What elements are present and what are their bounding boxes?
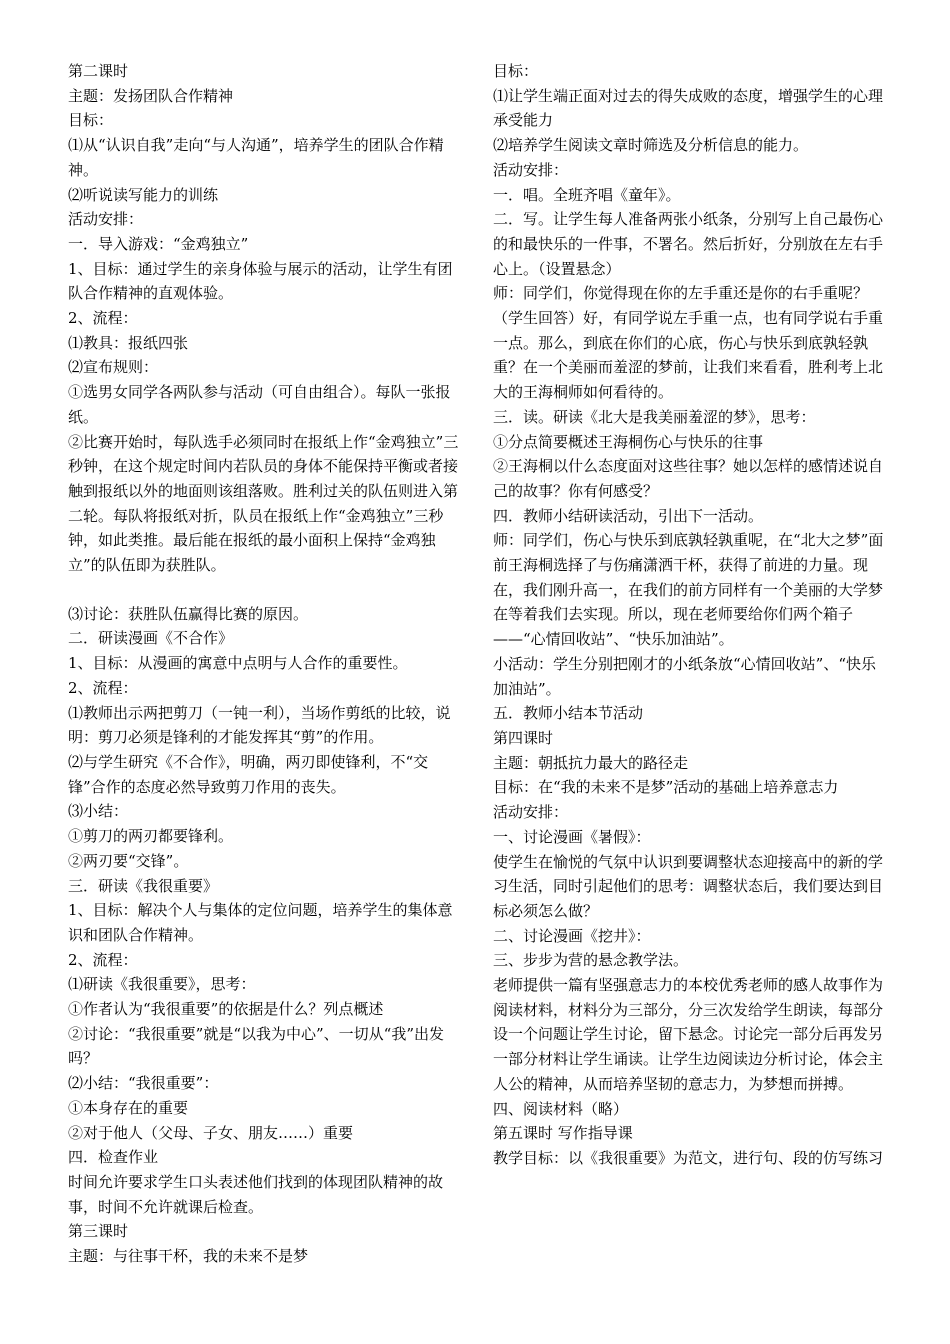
paragraph: ②比赛开始时，每队选手必须同时在报纸上作“金鸡独立”三秒钟，在这个规定时间内若队员的身体不能保持平衡或者接触到报纸以外的地面则该组落败。胜利过关的队伍则进入第二轮。每队将报纸对折，队员在报纸上作“金鸡独立”三秒钟，如此类推。最后能在报纸的最小面积上保持“金鸡独立”的队伍即为获胜队。	[68, 432, 459, 575]
activity-label: 活动安排：	[68, 210, 144, 229]
paragraph: 老师提供一篇有坚强意志力的本校优秀老师的感人故事作为阅读材料，材料分为三部分，分三次发给学生朗读，每部分设一个问题让学生讨论，留下悬念。讨论完一部分后再发另一部分材料让学生诵读。让学生边阅读边分析讨论，体会主人公的精神，从而培养坚韧的意志力，为梦想而拼搏。	[493, 976, 884, 1093]
paragraph: 使学生在愉悦的气氛中认识到要调整状态迎接高中的新的学习生活，同时引起他们的思考：调整状态后，我们要达到目标必须怎么做？	[493, 852, 884, 920]
heading-lesson-5: 第五课时 写作指导课	[493, 1124, 633, 1143]
paragraph: 师：同学们，你觉得现在你的左手重还是你的右手重呢？（学生回答）好，有同学说左手重一点，也有同学说右手重一点。那么，到底在你们的心底，伤心与快乐到底孰轻孰重？在一个美丽而羞涩的梦前，让我们来看看，胜利考上北大的王海桐师如何看待的。	[493, 284, 884, 402]
paragraph: 教学目标：以《我很重要》为范文，进行句、段的仿写练习	[493, 1148, 884, 1167]
paragraph: ①本身存在的重要	[68, 1098, 189, 1117]
section-heading: 二、讨论漫画《挖井》：	[493, 926, 651, 945]
section-heading: 三．研读《我很重要》	[68, 876, 219, 895]
paragraph: ⑵宣布规则：	[68, 358, 159, 377]
paragraph: 1、目标：从漫画的寓意中点明与人合作的重要性。	[68, 654, 408, 673]
paragraph: ⑵小结：“我很重要”：	[68, 1074, 219, 1093]
section-heading: 四．教师小结研读活动，引出下一活动。	[493, 506, 764, 525]
paragraph: 二．写。让学生每人准备两张小纸条，分别写上自己最伤心的和最快乐的一件事，不署名。然后折好，分别放在左右手心上。（设置悬念）	[493, 210, 884, 278]
right-column	[493, 59, 890, 1171]
paragraph: ⑶小结：	[68, 802, 129, 821]
section-heading: 四．检查作业	[68, 1148, 159, 1167]
activity-label: 活动安排：	[493, 803, 569, 822]
paragraph: ①剪刀的两刃都要锋利。	[68, 827, 234, 846]
theme-line: 主题：发扬团队合作精神	[68, 86, 234, 105]
section-heading: 五．教师小结本节活动	[493, 704, 644, 723]
section-heading: 一．导入游戏：“金鸡独立”	[68, 234, 249, 253]
section-heading: 三、步步为营的悬念教学法。	[493, 951, 689, 970]
goal-item: ⑴从“认识自我”走向“与人沟通”，培养学生的团队合作精神。	[68, 136, 444, 179]
paragraph: 2、流程：	[68, 309, 138, 328]
goal-label: 目标：	[493, 62, 539, 80]
section-heading: 三．读。研读《北大是我美丽羞涩的梦》，思考：	[493, 407, 816, 426]
theme-line: 主题：与往事干杯，我的未来不是梦	[68, 1247, 309, 1266]
goal-item: ⑵培养学生阅读文章时筛选及分析信息的能力。	[493, 136, 809, 155]
section-heading: 二．研读漫画《不合作》	[68, 629, 234, 648]
paragraph: ⑴教师出示两把剪刀（一钝一利），当场作剪纸的比较，说明：剪刀必须是锋利的才能发挥其“剪”的作用。	[68, 703, 451, 747]
theme-line: 主题：朝抵抗力最大的路径走	[493, 753, 689, 772]
paragraph: 2、流程：	[68, 950, 138, 969]
paragraph: ①选男女同学各两队参与活动（可自由组合）。每队一张报纸。	[68, 383, 451, 426]
left-column	[68, 59, 464, 1269]
goal-label: 目标：	[68, 111, 114, 130]
paragraph: 时间允许要求学生口头表述他们找到的体现团队精神的故事，时间不允许就课后检查。	[68, 1172, 444, 1216]
section-heading: 一．唱。全班齐唱《童年》。	[493, 185, 681, 204]
section-heading: 四、阅读材料（略）	[493, 1099, 629, 1118]
paragraph: ②讨论：“我很重要”就是“以我为中心”、一切从“我”出发吗？	[68, 1024, 445, 1068]
paragraph: ⑶讨论：获胜队伍赢得比赛的原因。	[68, 604, 309, 623]
goal-item: ⑴让学生端正面对过去的得失成败的态度，增强学生的心理承受能力	[493, 86, 884, 130]
paragraph: ②王海桐以什么态度面对这些往事？她以怎样的感情述说自己的故事？你有何感受？	[493, 457, 884, 500]
paragraph: ②两刃要“交锋”。	[68, 851, 189, 870]
paragraph: ⑴教具：报纸四张	[68, 333, 189, 352]
paragraph: 师：同学们，伤心与快乐到底孰轻孰重呢，在“北大之梦”面前王海桐选择了与伤痛潇洒干杯，获得了前进的力量。现在，我们刚升高一，在我们的前方同样有一个美丽的大学梦在等着我们去实现。所以，现在老师要给你们两个箱子——“心情回收站”、“快乐加油站”。	[493, 531, 884, 649]
goal-line: 目标：在“我的未来不是梦”活动的基础上培养意志力	[493, 778, 839, 797]
paragraph: ⑵与学生研究《不合作》，明确，两刃即使锋利，不“交锋”合作的态度必然导致剪刀作用的丧失。	[68, 752, 429, 796]
goal-item: ⑵听说读写能力的训练	[68, 185, 219, 204]
paragraph: 1、目标：通过学生的亲身体验与展示的活动，让学生有团队合作精神的直观体验。	[68, 259, 453, 303]
paragraph: ⑴研读《我很重要》，思考：	[68, 975, 256, 994]
paragraph: 小活动：学生分别把刚才的小纸条放“心情回收站”、“快乐加油站”。	[493, 654, 877, 698]
heading-lesson-3: 第三课时	[68, 1222, 129, 1241]
heading-lesson-2: 第二课时	[68, 62, 129, 80]
paragraph: ①分点简要概述王海桐伤心与快乐的往事	[493, 432, 764, 451]
paragraph: ①作者认为“我很重要”的依据是什么？列点概述	[68, 1000, 384, 1019]
section-heading: 一、讨论漫画《暑假》：	[493, 827, 651, 846]
heading-lesson-4: 第四课时	[493, 728, 554, 747]
activity-label: 活动安排：	[493, 160, 569, 179]
paragraph: 1、目标：解决个人与集体的定位问题，培养学生的集体意识和团队合作精神。	[68, 901, 453, 944]
paragraph: 2、流程：	[68, 678, 138, 697]
paragraph: ②对于他人（父母、子女、朋友……）重要	[68, 1123, 354, 1142]
